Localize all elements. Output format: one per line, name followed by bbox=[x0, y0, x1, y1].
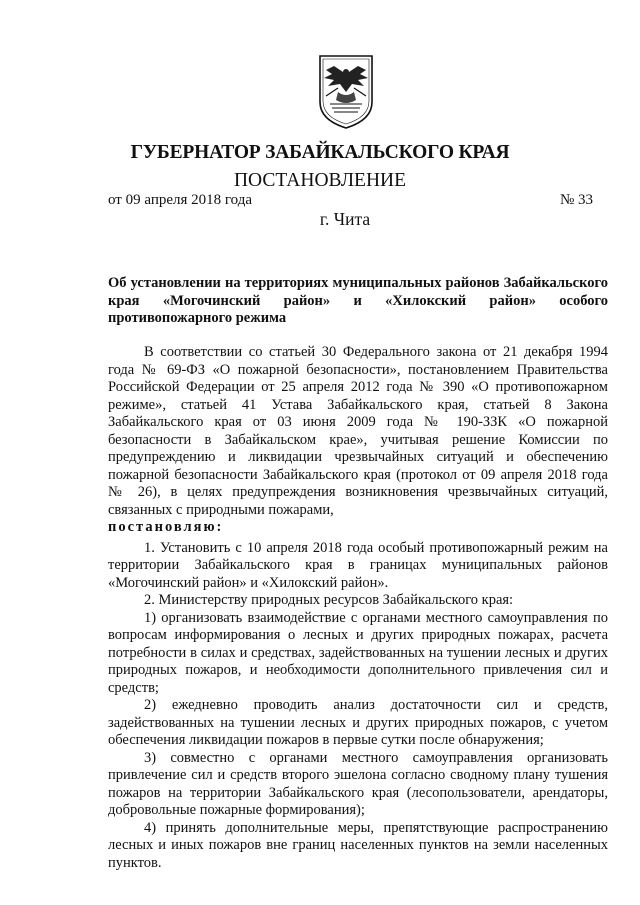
preamble-text: В соответствии со статьей 30 Федерального закона от 21 декабря 1994 года № 69-ФЗ «О пожарной безопасности», постановлением Правительства Российской Федерации от 25 апреля 2012 года № 390 «О противопожарном режиме», статьей 41 Устава Забайкальского края, статьей 8 Закона Забайкальского края от 03 июня 2009 года № 190-ЗЗК «О пожарной безопасности в Забайкальском крае», учитывая решение Комиссии по предупреждению и ликвидации чрезвычайных ситуаций и обеспечению пожарной безопасности Забайкальского края (протокол от 09 апреля 2018 года № 26), в целях предупреждения возникновения чрезвычайных ситуаций, связанных с природными пожарами, bbox=[108, 344, 608, 518]
item-paragraph: 3) совместно с органами местного самоуправления организовать привлечение сил и средств второго эшелона согласно сводному плану тушения пожаров на территории Забайкальского края (лесопользователи, арендаторы, добровольные пожарные формирования); bbox=[108, 749, 608, 818]
item-paragraph: 2) ежедневно проводить анализ достаточности сил и средств, задействованных на тушении лесных и других природных пожаров, с учетом обеспечения ликвидации пожаров в первые сутки после обнаружения; bbox=[108, 697, 608, 748]
document-subject: Об установлении на территориях муниципальных районов Забайкальского края «Могочинский район» и «Хилокский район» особого противопожарного режима bbox=[108, 275, 608, 326]
document-date: от 09 апреля 2018 года bbox=[108, 192, 253, 208]
document-number: № 33 bbox=[560, 192, 594, 208]
item-paragraph: 4) принять дополнительные меры, препятствующие распространению лесных и иных пожаров вне границ населенных пунктов на земли населенных пунктов. bbox=[108, 819, 608, 871]
item-paragraph: 2. Министерству природных ресурсов Забайкальского края: bbox=[144, 592, 514, 608]
item-paragraph: 1. Установить с 10 апреля 2018 года особый противопожарный режим на территории Забайкальского края в границах муниципальных районов «Могочинский район» и «Хилокский район». bbox=[108, 539, 608, 591]
preamble-paragraph bbox=[108, 344, 608, 537]
document-body bbox=[108, 344, 608, 872]
item-paragraph: 1) организовать взаимодействие с органами местного самоуправления по вопросам информирования о лесных и других природных пожарах, расчета потребности в силах и средствах, задействованных на тушении лесных и других природных пожаров, и необходимости дополнительного привлечения сил и средств; bbox=[108, 609, 608, 696]
document-type: ПОСТАНОВЛЕНИЕ bbox=[233, 170, 407, 191]
decree-word: постановляю: bbox=[108, 519, 224, 535]
issuer-title: ГУБЕРНАТОР ЗАБАЙКАЛЬСКОГО КРАЯ bbox=[130, 142, 510, 163]
coat-of-arms-emblem-icon bbox=[316, 52, 376, 130]
document-city: г. Чита bbox=[319, 209, 371, 229]
